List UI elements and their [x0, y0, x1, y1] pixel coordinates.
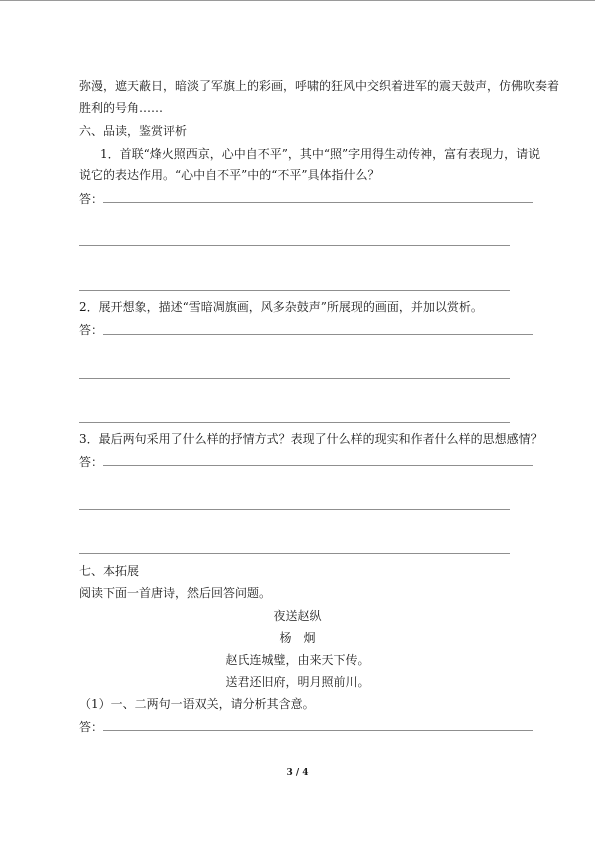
question-6-1-line-2: 说它的表达作用。“心中自不平”中的“不平”具体指什么？ — [79, 168, 380, 182]
answer-line-6-3-b[interactable] — [79, 509, 510, 510]
answer-line-6-1-a[interactable] — [103, 202, 533, 203]
answer-label-6-3: 答： — [79, 455, 104, 469]
poem-title: 夜送赵纵 — [273, 609, 322, 623]
question-6-1-line-1: 1．首联“烽火照西京，心中自不平”，其中“照”字用得生动传神，富有表现力，请说 — [100, 147, 541, 161]
page-number: 3 / 4 — [286, 768, 309, 778]
answer-line-6-1-b[interactable] — [79, 245, 510, 246]
answer-line-6-2-c[interactable] — [79, 422, 510, 423]
section-7-intro: 阅读下面一首唐诗，然后回答问题。 — [79, 586, 272, 600]
passage-line-1: 弥漫，遮天蔽日，暗淡了军旗上的彩画，呼啸的狂风中交织着进军的震天鼓声，仿佛吹奏着 — [79, 79, 560, 93]
section-6-heading: 六、品读，鉴赏评析 — [79, 124, 188, 138]
answer-label-6-1: 答： — [79, 192, 104, 206]
question-6-2: 2．展开想象，描述“雪暗凋旗画，风多杂鼓声”所展现的画面，并加以赏析。 — [79, 300, 483, 314]
answer-line-6-2-a[interactable] — [103, 334, 533, 335]
poem-line-1: 赵氏连城璧，由来天下传。 — [225, 653, 370, 667]
answer-line-6-1-c[interactable] — [79, 290, 510, 291]
passage-line-2: 胜利的号角…… — [79, 101, 164, 115]
answer-line-6-2-b[interactable] — [79, 378, 510, 379]
poem-author: 杨 炯 — [279, 631, 316, 645]
question-6-3: 3．最后两句采用了什么样的抒情方式？表现了什么样的现实和作者什么样的思想感情？ — [79, 432, 543, 446]
answer-line-6-3-a[interactable] — [103, 465, 533, 466]
question-7-1: （1）一、二两句一语双关，请分析其含意。 — [79, 697, 315, 711]
poem-line-2: 送君还旧府，明月照前川。 — [225, 675, 370, 689]
page-top-border — [0, 0, 595, 1]
section-7-heading: 七、本拓展 — [79, 564, 140, 578]
answer-label-7-1: 答： — [79, 720, 104, 734]
answer-line-6-3-c[interactable] — [79, 553, 510, 554]
answer-line-7-1-a[interactable] — [103, 730, 533, 731]
answer-label-6-2: 答： — [79, 323, 104, 337]
